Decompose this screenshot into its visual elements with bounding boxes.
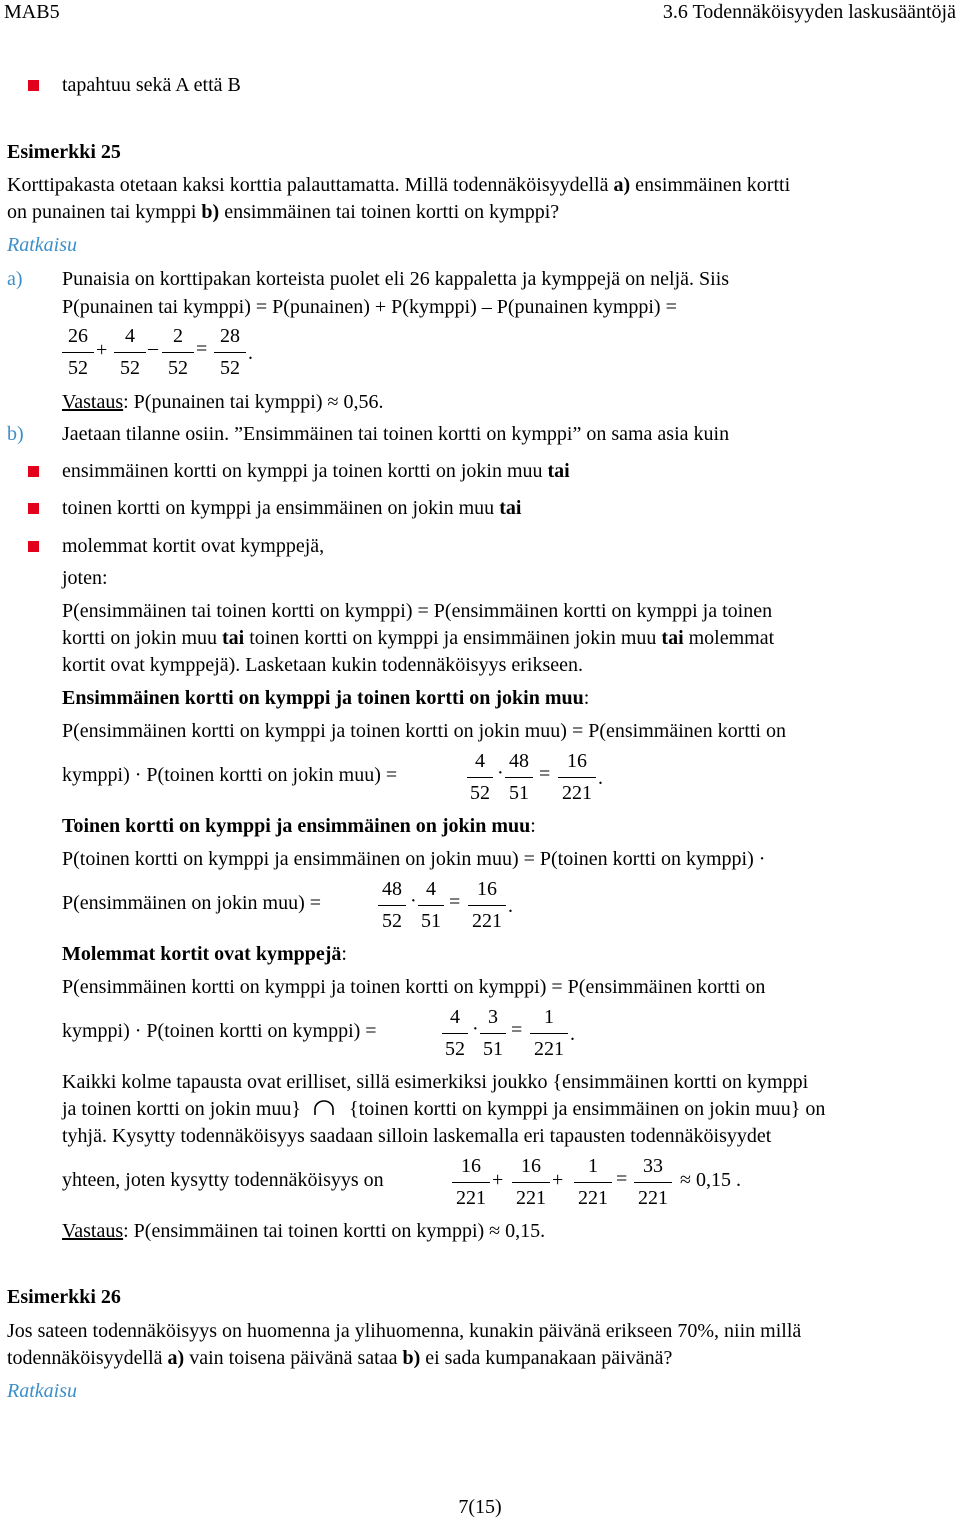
case3-line2: kymppi) · P(toinen kortti on kymppi) =: [62, 1020, 377, 1042]
case2-line2: P(ensimmäinen on jokin muu) =: [62, 892, 322, 914]
plus-operator: +: [492, 1169, 504, 1191]
part-a-line2: P(punainen tai kymppi) = P(punainen) + P(kymppi) – P(punainen kymppi) =: [62, 296, 677, 318]
example-25-question-line2: on punainen tai kymppi b) ensimmäinen tai toinen kortti on kymppi?: [7, 201, 560, 223]
equals-operator: =: [449, 891, 461, 913]
case2-line1: P(toinen kortti on kymppi ja ensimmäinen on jokin muu) = P(toinen kortti on kymppi) ·: [62, 848, 766, 870]
example-25-question-line1: Korttipakasta otetaan kaksi korttia palauttamatta. Millä todennäköisyydellä a) ensimmäinen kortti: [7, 174, 791, 196]
fraction: 4 51: [418, 879, 444, 931]
fraction: 48 52: [378, 879, 406, 931]
equals-operator: =: [616, 1168, 628, 1190]
part-b-answer: Vastaus: P(ensimmäinen tai toinen kortti on kymppi) ≈ 0,15.: [62, 1220, 546, 1242]
fraction: 16 221: [558, 751, 596, 803]
part-a-answer: Vastaus: P(punainen tai kymppi) ≈ 0,56.: [62, 391, 384, 413]
summary-line1: Kaikki kolme tapausta ovat erilliset, sillä esimerkiksi joukko {ensimmäinen kortti on kymppi: [62, 1071, 809, 1093]
fraction: 26 52: [62, 326, 94, 378]
period: .: [570, 1023, 575, 1045]
fraction: 2 52: [162, 326, 194, 378]
summary-line4: yhteen, joten kysytty todennäköisyys on: [62, 1169, 384, 1191]
example-26-line1: Jos sateen todennäköisyys on huomenna ja ylihuomenna, kunakin päivänä erikseen 70%, niin millä: [7, 1320, 802, 1342]
minus-operator: –: [148, 337, 158, 359]
summary-line2: ja toinen kortti on jokin muu} {toinen kortti on kymppi ja ensimmäinen on jokin muu} on: [62, 1098, 826, 1120]
ratkaisu-heading: Ratkaisu: [7, 1380, 77, 1402]
ratkaisu-heading: Ratkaisu: [7, 234, 77, 256]
case3-line1: P(ensimmäinen kortti on kymppi ja toinen kortti on kymppi) = P(ensimmäinen kortti on: [62, 976, 766, 998]
part-b-label: b): [7, 423, 24, 445]
bullet-square-icon: [28, 80, 39, 91]
equals-operator: =: [196, 338, 208, 360]
summary-line3: tyhjä. Kysytty todennäköisyys saadaan silloin laskemalla eri tapausten todennäköisyydet: [62, 1125, 772, 1147]
part-a-line1: Punaisia on korttipakan korteista puolet eli 26 kappaletta ja kymppejä on neljä. Siis: [62, 268, 730, 290]
case2-title: Toinen kortti on kymppi ja ensimmäinen on jokin muu:: [62, 815, 536, 837]
fraction: 16 221: [512, 1156, 550, 1208]
page-number: 7(15): [458, 1496, 502, 1518]
approx-result: ≈ 0,15 .: [680, 1169, 741, 1191]
example-25-title: Esimerkki 25: [7, 141, 121, 163]
multiply-operator: ·: [497, 762, 504, 784]
plus-operator: +: [552, 1169, 564, 1191]
fraction: 4 52: [442, 1007, 468, 1059]
multiply-operator: ·: [410, 890, 417, 912]
case-bullet: ensimmäinen kortti on kymppi ja toinen kortti on jokin muu tai: [62, 460, 570, 482]
fraction: 3 51: [480, 1007, 506, 1059]
fraction: 4 52: [114, 326, 146, 378]
equals-operator: =: [539, 763, 551, 785]
fraction: 1 221: [530, 1007, 568, 1059]
case-bullet: molemmat kortit ovat kymppejä,: [62, 535, 325, 557]
period: .: [508, 895, 513, 917]
fraction: 16 221: [452, 1156, 490, 1208]
bullet-square-icon: [28, 503, 39, 514]
fraction: 16 221: [468, 879, 506, 931]
multiply-operator: ·: [472, 1018, 479, 1040]
example-26-line2: todennäköisyydellä a) vain toisena päivänä sataa b) ei sada kumpanakaan päivänä?: [7, 1347, 673, 1369]
equals-operator: =: [511, 1019, 523, 1041]
fraction: 48 51: [505, 751, 533, 803]
fraction: 33 221: [634, 1156, 672, 1208]
bullet-square-icon: [28, 541, 39, 552]
case3-title: Molemmat kortit ovat kymppejä:: [62, 943, 347, 965]
fraction: 1 221: [574, 1156, 612, 1208]
case1-title: Ensimmäinen kortti on kymppi ja toinen kortti on jokin muu:: [62, 687, 590, 709]
bullet-square-icon: [28, 466, 39, 477]
probability-line1: P(ensimmäinen tai toinen kortti on kymppi) = P(ensimmäinen kortti on kymppi ja toinen: [62, 600, 773, 622]
header-course: MAB5: [4, 1, 60, 23]
case1-line2: kymppi) · P(toinen kortti on jokin muu) =: [62, 764, 398, 786]
joten-text: joten:: [62, 567, 108, 589]
probability-line3: kortit ovat kymppejä). Lasketaan kukin todennäköisyys erikseen.: [62, 654, 583, 676]
probability-line2: kortti on jokin muu tai toinen kortti on kymppi ja ensimmäinen jokin muu tai molemmat: [62, 627, 775, 649]
fraction: 28 52: [214, 326, 246, 378]
intersection-icon: [312, 1100, 336, 1116]
header-section-title: 3.6 Todennäköisyyden laskusääntöjä: [662, 1, 956, 23]
example-26-title: Esimerkki 26: [7, 1286, 121, 1308]
period: .: [248, 342, 253, 364]
bullet-text: tapahtuu sekä A että B: [62, 74, 241, 96]
period: .: [598, 767, 603, 789]
case1-line1: P(ensimmäinen kortti on kymppi ja toinen kortti on jokin muu) = P(ensimmäinen kortti on: [62, 720, 786, 742]
plus-operator: +: [96, 339, 108, 361]
part-b-line1: Jaetaan tilanne osiin. ”Ensimmäinen tai toinen kortti on kymppi” on sama asia kuin: [62, 423, 730, 445]
part-a-label: a): [7, 268, 23, 290]
fraction: 4 52: [467, 751, 493, 803]
case-bullet: toinen kortti on kymppi ja ensimmäinen on jokin muu tai: [62, 497, 522, 519]
